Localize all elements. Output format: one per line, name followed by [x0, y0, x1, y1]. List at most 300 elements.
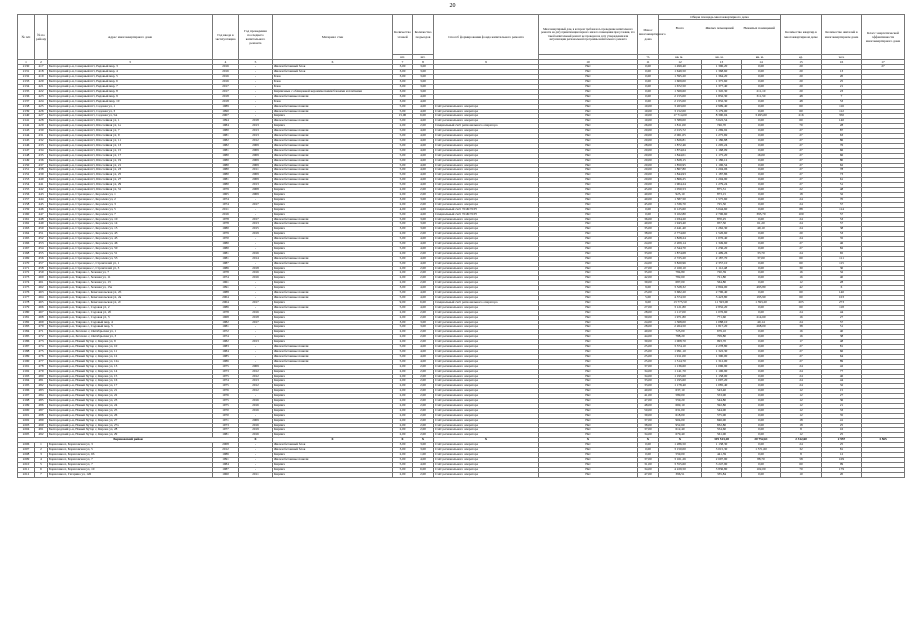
column-number: 14 [742, 60, 781, 65]
table-cell: 434 [35, 148, 48, 153]
column-number: 5 [239, 60, 273, 65]
table-cell: 1972 [213, 330, 239, 335]
table-cell: 2,00 [413, 202, 434, 207]
column-number: 16 [822, 60, 862, 65]
table-cell: 1 269,92 [702, 129, 742, 134]
table-cell: 273 [822, 300, 862, 305]
table-cell: 5,00 [393, 261, 413, 266]
table-cell: Кирпич [273, 286, 393, 291]
table-cell: Нет [539, 251, 638, 256]
table-cell: 1 828,15 [659, 158, 702, 163]
table-cell: Нет [539, 335, 638, 340]
table-cell: Счёт регионального оператора [434, 192, 539, 197]
table-cell: 49,10 [742, 227, 781, 232]
table-cell: Борисовка п, Борисовская ул, 7 [48, 457, 213, 462]
table-cell: 109 [822, 457, 862, 462]
table-cell: 3 152,00 [659, 109, 702, 114]
table-cell: 2,00 [393, 266, 413, 271]
table-cell: 2,00 [413, 423, 434, 428]
table-cell: 40,00 [638, 330, 659, 335]
table-cell: 1 587,50 [659, 197, 702, 202]
table-cell: 99 [822, 462, 862, 467]
table-cell: 3 179,00 [702, 109, 742, 114]
table-cell: 461 [35, 281, 48, 286]
table-cell: 2012 [239, 384, 273, 389]
table-cell: Белгородский р-н, Северный пгт, Шоссейная ул, 19 [48, 158, 213, 163]
table-cell: 33,00 [638, 251, 659, 256]
table-cell: 38 [781, 325, 822, 330]
table-cell: 2,00 [393, 330, 413, 335]
table-cell: 2 015,72 [659, 129, 702, 134]
table-cell: Нет [539, 472, 638, 477]
table-cell: Нет [539, 178, 638, 183]
table-cell: 53 [822, 217, 862, 222]
table-cell: 2,00 [413, 310, 434, 315]
table-cell: 1975 [213, 403, 239, 408]
table-cell: 1990 [213, 109, 239, 114]
table-cell: 2,00 [393, 379, 413, 384]
table-cell: 0,00 [742, 335, 781, 340]
table-cell: 457 [35, 261, 48, 266]
table-cell: Нет [539, 197, 638, 202]
table-cell: - [239, 394, 273, 399]
table-cell: 76 [822, 143, 862, 148]
table-cell: Белгородский р-н, Северный пгт, Рядовый мкр, 9 [48, 94, 213, 99]
table-cell: 3,00 [413, 325, 434, 330]
table-cell: 2146 [18, 143, 35, 148]
table-cell: 1 076,60 [702, 310, 742, 315]
table-cell: Железобетонные панели [273, 237, 393, 242]
table-cell: Кирпич [273, 246, 393, 251]
table-cell: 4,00 [413, 119, 434, 124]
table-cell: Белгородский р-н, Новый Хутор с, Кирова ул, 28 [48, 428, 213, 433]
table-cell: 0,00 [742, 158, 781, 163]
table-cell: 1981 [213, 256, 239, 261]
table-cell: 37,00 [638, 418, 659, 423]
table-cell: 17 714,00 [659, 114, 702, 119]
table-cell: 1 874,68 [659, 251, 702, 256]
table-cell: 3,00 [393, 85, 413, 90]
table-cell: 2,00 [413, 389, 434, 394]
table-cell: 27 [781, 178, 822, 183]
table-cell: 472 [35, 335, 48, 340]
table-cell: 2,00 [393, 394, 413, 399]
table-cell: Белгородский р-н, Стрелецкое с, Королева ул, 15 [48, 227, 213, 232]
table-cell: 2170 [18, 261, 35, 266]
table-cell: 4,00 [413, 256, 434, 261]
table-cell: Белгородский р-н, Стрелецкое с, Королева ул, 51 [48, 251, 213, 256]
table-cell: 24 [781, 197, 822, 202]
table-cell: 423 [35, 94, 48, 99]
table-cell: 27 [781, 349, 822, 354]
table-cell: 458 [35, 266, 48, 271]
table-cell: 478 [35, 364, 48, 369]
table-cell: Белгородский р-н, Северный пгт, Садовая ул, 1 [48, 104, 213, 109]
table-cell: 311,50 [742, 94, 781, 99]
table-cell: Нет [539, 104, 638, 109]
table-cell: 1974 [213, 276, 239, 281]
table-cell: 2 061,05 [659, 134, 702, 139]
table-cell: Железобетонные панели [273, 104, 393, 109]
table-cell: 2191 [18, 364, 35, 369]
table-cell: 2186 [18, 340, 35, 345]
table-cell: 2195 [18, 384, 35, 389]
table-cell: Нет [539, 291, 638, 296]
table-cell: 4,00 [413, 143, 434, 148]
table-cell: 1 088,10 [702, 320, 742, 325]
table-cell: 0,00 [742, 384, 781, 389]
table-cell: Белгородский р-н, Северный пгт, Шоссейная ул, 1а [48, 124, 213, 129]
table-cell: 2199 [18, 403, 35, 408]
table-cell: 2,00 [413, 335, 434, 340]
table-cell: 9,00 [638, 300, 659, 305]
table-cell: 0,00 [742, 271, 781, 276]
table-cell: 2016 [213, 75, 239, 80]
table-cell: Белгородский р-н, Стрелецкое с, Королева ул, 1 [48, 192, 213, 197]
table-cell: 2,00 [413, 251, 434, 256]
table-cell: Кирпич [273, 192, 393, 197]
table-cell: Кирпич [273, 202, 393, 207]
subtotal-cell: X [434, 438, 539, 443]
table-cell: 12 [822, 453, 862, 458]
table-cell: 27 [781, 168, 822, 173]
table-cell: Нет [539, 315, 638, 320]
table-cell: 20 [822, 472, 862, 477]
table-cell: 0,00 [742, 143, 781, 148]
table-cell: Счёт регионального оператора [434, 114, 539, 119]
table-cell: 1 186,88 [702, 139, 742, 144]
table-cell: Нет [539, 232, 638, 237]
table-cell: Белгородский р-н, Новый Хутор с, Кирова ул, 14 [48, 369, 213, 374]
table-cell: 335,84 [702, 472, 742, 477]
table-cell: 2009 [239, 148, 273, 153]
table-cell: 0,00 [742, 65, 781, 70]
table-cell: 4,00 [413, 178, 434, 183]
table-cell: 1 672,50 [659, 85, 702, 90]
table-cell: Железобетонные панели [273, 217, 393, 222]
table-cell: 433 [35, 143, 48, 148]
table-cell: 20,00 [638, 168, 659, 173]
table-cell: 63 [822, 134, 862, 139]
table-cell: Белгородский р-н, Северный пгт, Шоссейная ул, 17 [48, 153, 213, 158]
table-cell: 2012 [213, 448, 239, 453]
table-cell: 60 [781, 462, 822, 467]
table-cell: 440 [35, 178, 48, 183]
table-cell: Нет [539, 423, 638, 428]
table-cell: 21 [822, 403, 862, 408]
table-cell: 870,25 [702, 217, 742, 222]
table-cell: 1982 [213, 320, 239, 325]
table-cell: 2016 [239, 271, 273, 276]
table-cell: Белгородский р-н, Северный пгт, Рядовый мкр, 8 [48, 89, 213, 94]
table-cell: - [239, 462, 273, 467]
table-cell: 544,80 [702, 399, 742, 404]
table-cell: 27 [781, 153, 822, 158]
table-cell: 24 [781, 251, 822, 256]
table-cell: 669,10 [659, 403, 702, 408]
header-cell: Материал стен [273, 15, 393, 60]
table-cell: 41,00 [638, 394, 659, 399]
table-cell: 216 [781, 114, 822, 119]
table-cell: 2,00 [393, 340, 413, 345]
table-cell: 2,00 [413, 192, 434, 197]
table-cell: Счёт регионального оператора [434, 256, 539, 261]
table-cell: 1 364,20 [702, 75, 742, 80]
table-cell: 0,00 [742, 202, 781, 207]
table-cell: 2200 [18, 408, 35, 413]
table-cell: 4,00 [413, 345, 434, 350]
table-cell: 2,00 [393, 453, 413, 458]
table-cell: 20 [781, 75, 822, 80]
table-cell: 1984 [213, 349, 239, 354]
table-cell: 51 [822, 183, 862, 188]
table-cell: 2202 [18, 418, 35, 423]
table-cell: 3 682,20 [659, 291, 702, 296]
table-cell: 477 [35, 359, 48, 364]
table-cell: 3,00 [393, 227, 413, 232]
table-cell: 27 [781, 163, 822, 168]
table-cell: 3 015,30 [702, 448, 742, 453]
unit-cell: ед. [781, 55, 822, 60]
table-cell: 2014 [239, 256, 273, 261]
unit-cell: % [638, 55, 659, 60]
table-cell: 20,00 [638, 129, 659, 134]
table-cell: Счёт регионального оператора [434, 148, 539, 153]
table-cell: 420 [35, 80, 48, 85]
table-cell: Счёт регионального оператора [434, 281, 539, 286]
table-cell: Кирпич [273, 369, 393, 374]
table-cell: 1 279,24 [702, 183, 742, 188]
header-cell: № по району [35, 15, 48, 60]
table-cell: 0,00 [742, 403, 781, 408]
table-cell: 0,00 [638, 443, 659, 448]
table-cell: 468 [35, 315, 48, 320]
table-cell: 2,00 [393, 418, 413, 423]
table-cell: 2159 [18, 207, 35, 212]
table-cell: 2187 [18, 345, 35, 350]
table-cell: 2179 [18, 305, 35, 310]
header-cell: Способ формирования фонда капитального ремонта [434, 15, 539, 60]
table-cell: 449 [35, 222, 48, 227]
table-cell: 40,00 [638, 192, 659, 197]
table-cell: 1 811,00 [659, 124, 702, 129]
table-cell: 0,00 [742, 188, 781, 193]
table-cell: 5,00 [393, 305, 413, 310]
table-cell: 1 195,60 [659, 374, 702, 379]
table-cell: 111 [822, 256, 862, 261]
table-cell: 27 [781, 143, 822, 148]
table-cell: 1981 [213, 251, 239, 256]
table-cell: 24 [781, 369, 822, 374]
table-cell: 1978 [213, 271, 239, 276]
table-cell: Нет [539, 129, 638, 134]
table-cell: 25,00 [638, 359, 659, 364]
table-body [18, 65, 905, 477]
table-cell: 1 971,80 [659, 315, 702, 320]
table-cell: Счёт регионального оператора [434, 379, 539, 384]
table-cell: 2,00 [393, 403, 413, 408]
table-cell: 2133 [18, 80, 35, 85]
table-cell: Белгородский р-н, Северный пгт, Шоссейная ул, 9 [48, 134, 213, 139]
table-cell: Нет [539, 80, 638, 85]
table-cell: 33,70 [742, 251, 781, 256]
table-cell: 1 844,01 [659, 153, 702, 158]
table-cell: 5,00 [393, 178, 413, 183]
table-cell: Нет [539, 389, 638, 394]
table-cell: 60 [781, 256, 822, 261]
table-cell: 36,00 [638, 217, 659, 222]
table-cell: 32 [822, 192, 862, 197]
table-cell: Нет [539, 320, 638, 325]
table-cell: 2,00 [393, 472, 413, 477]
table-cell: 2011 [213, 207, 239, 212]
table-cell: Нет [539, 192, 638, 197]
table-cell: 2012 [239, 139, 273, 144]
table-cell: Счёт регионального оператора [434, 374, 539, 379]
table-cell: 0,00 [742, 345, 781, 350]
table-cell: Белгородский р-н, Северный пгт, Шоссейная ул, 7 [48, 129, 213, 134]
table-cell: 725,50 [702, 202, 742, 207]
table-cell: Нет [539, 310, 638, 315]
table-cell: Белгородский р-н, Стрелецкое с, Строителей ул, 3 [48, 266, 213, 271]
table-cell: 36 [822, 399, 862, 404]
table-cell: 0,00 [742, 85, 781, 90]
table-cell: 0,00 [742, 148, 781, 153]
table-cell: 18 [781, 192, 822, 197]
table-cell: 2,00 [413, 266, 434, 271]
subtotal-cell: X [539, 438, 638, 443]
table-cell: Нет [539, 242, 638, 247]
table-cell: 2,00 [393, 188, 413, 193]
table-cell: 2131 [18, 70, 35, 75]
table-cell: 2204 [18, 428, 35, 433]
table-cell: 0,00 [742, 389, 781, 394]
table-cell: 2,00 [413, 276, 434, 281]
table-cell: 2206 [18, 443, 35, 448]
table-cell: Нет [539, 114, 638, 119]
table-cell: 5,00 [393, 325, 413, 330]
table-cell: Железобетонные панели [273, 94, 393, 99]
table-cell: 4,00 [413, 134, 434, 139]
table-cell: 4,00 [413, 286, 434, 291]
table-cell: 11 593,00 [702, 300, 742, 305]
table-cell: Железобетонные панели [273, 305, 393, 310]
table-cell: Железобетонные панели [273, 139, 393, 144]
table-cell: 3 555,60 [659, 462, 702, 467]
table-cell: 2,00 [393, 271, 413, 276]
table-cell: 2012 [239, 369, 273, 374]
table-cell: 1974 [213, 202, 239, 207]
table-cell: 2148 [18, 153, 35, 158]
table-cell: 439 [35, 173, 48, 178]
table-cell: 4,00 [413, 104, 434, 109]
table-cell: 6,00 [413, 114, 434, 119]
table-cell: 53 [822, 99, 862, 104]
table-cell: Счёт регионального оператора [434, 163, 539, 168]
table-cell: Нет [539, 266, 638, 271]
table-cell: 1971 [213, 418, 239, 423]
table-cell: Белгородский р-н, Северный пгт, Рядовый мкр, 7 [48, 85, 213, 90]
unit-cell: шт. [393, 55, 413, 60]
table-cell: 3,00 [393, 448, 413, 453]
table-row [18, 472, 905, 477]
table-cell: 20,00 [638, 148, 659, 153]
table-cell: 16 [822, 428, 862, 433]
table-cell: 1 396,20 [702, 65, 742, 70]
table-cell: Нет [539, 448, 638, 453]
table-cell: 2009 [239, 418, 273, 423]
table-cell: Нет [539, 158, 638, 163]
table-cell: 1 136,60 [659, 364, 702, 369]
table-cell: Нет [539, 139, 638, 144]
table-cell: - [239, 443, 273, 448]
unit-cell: шт. [413, 55, 434, 60]
table-cell: Счёт регионального оператора [434, 202, 539, 207]
table-cell: 46 [822, 374, 862, 379]
table-cell: 544,00 [702, 408, 742, 413]
table-cell: 3 374,10 [659, 345, 702, 350]
table-cell: 2017 [239, 202, 273, 207]
table-cell: 1 349,60 [702, 242, 742, 247]
table-cell: 1 368,60 [702, 70, 742, 75]
table-cell: 2180 [18, 310, 35, 315]
table-cell: 2165 [18, 237, 35, 242]
table-cell: 16 [781, 271, 822, 276]
subtotal-cell: 319 513,28 [702, 438, 742, 443]
table-cell: 27 [781, 139, 822, 144]
table-cell: 140 [822, 291, 862, 296]
table-cell: 15 [822, 389, 862, 394]
table-cell: 5,00 [393, 246, 413, 251]
table-cell: 24,00 [638, 242, 659, 247]
subtotal-cell: X [273, 438, 393, 443]
table-cell: Белгородский р-н, Северный пгт, Садовая ул, 3 [48, 109, 213, 114]
table-cell [862, 472, 905, 477]
table-cell: - [239, 89, 273, 94]
table-cell: Нет [539, 153, 638, 158]
table-cell: Железобетонные панели [273, 183, 393, 188]
table-cell: 1970 [213, 408, 239, 413]
table-cell: 20,00 [638, 183, 659, 188]
table-cell: 2208 [18, 453, 35, 458]
table-cell: 1 569,60 [659, 89, 702, 94]
table-cell: 0,00 [742, 399, 781, 404]
table-cell: 5,00 [393, 119, 413, 124]
table-cell: 48 [781, 94, 822, 99]
table-cell: 2009 [239, 158, 273, 163]
table-cell: Железобетонные панели [273, 129, 393, 134]
table-cell: 720,39 [702, 271, 742, 276]
table-cell: Кирпич [273, 310, 393, 315]
table-cell: Счёт регионального оператора [434, 104, 539, 109]
table-cell: 8 390,04 [702, 114, 742, 119]
table-cell: 2,00 [393, 335, 413, 340]
table-cell: 3,00 [393, 94, 413, 99]
table-cell: - [239, 413, 273, 418]
table-cell: 490 [35, 423, 48, 428]
table-cell: 3 622,54 [702, 119, 742, 124]
table-cell: 9,00 [393, 300, 413, 305]
table-cell: - [239, 246, 273, 251]
table-cell: 2 209,14 [659, 242, 702, 247]
table-cell: - [239, 242, 273, 247]
table-cell: 27 [781, 158, 822, 163]
header-cell: № п/п [18, 15, 35, 60]
table-cell: Кирпич [273, 462, 393, 467]
table-cell: Железобетонные панели [273, 296, 393, 301]
table-cell: 9,00 [638, 286, 659, 291]
table-cell: Нет [539, 413, 638, 418]
